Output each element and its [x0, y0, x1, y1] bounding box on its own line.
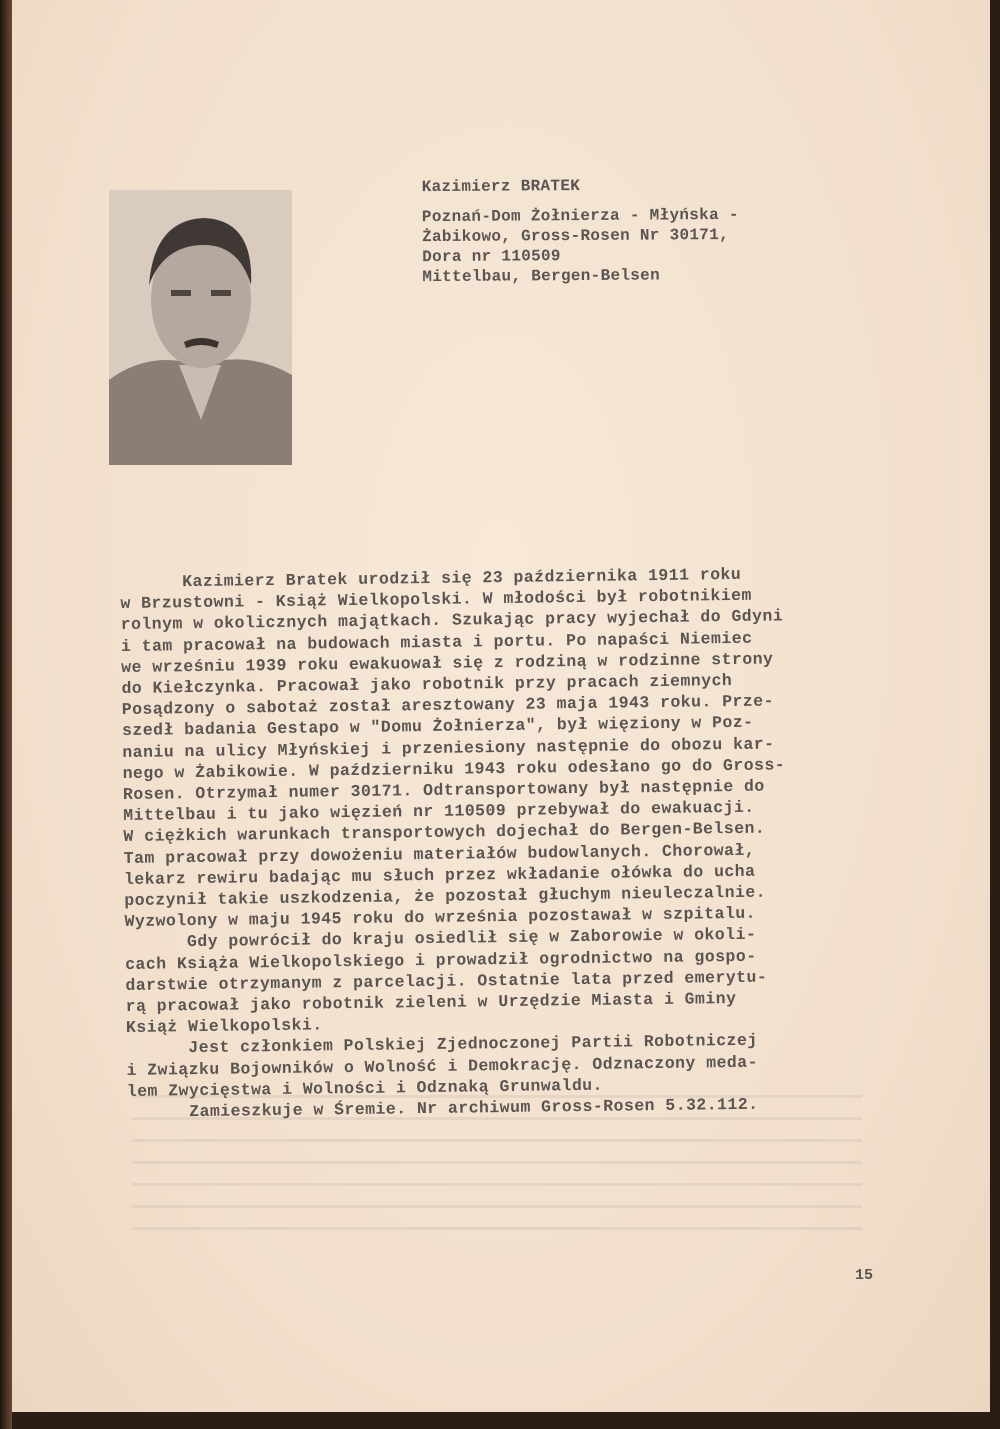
document-page [12, 0, 990, 1412]
text-line: Rosen. Otrzymał numer 30171. Odtransportowany był następnie do [122, 776, 765, 805]
text-line: Gdy powrócił do kraju osiedlił się w Zaborowie w okoli- [124, 925, 757, 953]
text-line: i Związku Bojowników o Wolność i Demokrację. Odznaczony meda- [126, 1052, 759, 1080]
header-line: Żabikowo, Gross-Rosen Nr 30171, [421, 225, 730, 247]
biography-text [120, 562, 907, 1123]
portrait-photo [109, 190, 292, 465]
text-line: naniu na ulicy Młyńskiej i przeniesiony następnie do obozu kar- [122, 734, 775, 762]
text-line: Jest członkiem Polskiej Zjednoczonej Partii Robotniczej [126, 1031, 758, 1059]
text-line: Tam pracował przy dowożeniu materiałów budowlanych. Chorował, [123, 840, 756, 868]
text-line: do Kiełczynka. Pracował jako robotnik przy pracach ziemnych [121, 671, 733, 699]
text-line: cach Książa Wielkopolskiego i prowadził ogrodnictwo na gospo- [125, 946, 757, 974]
text-line: Książ Wielkopolski. [125, 1015, 323, 1038]
text-line: rą pracował jako robotnik zieleni w Urzędzie Miasta i Gminy [125, 989, 737, 1017]
text-line: Wyzwolony w maju 1945 roku do września pozostawał w szpitalu. [124, 903, 757, 932]
text-line: we wrześniu 1939 roku ewakuował się z rodziną w rodzinne strony [121, 649, 774, 677]
header-line: Poznań-Dom Żołnierza - Młyńska - [421, 205, 739, 227]
text-line: w Brzustowni - Książ Wielkopolski. W młodości był robotnikiem [120, 585, 752, 614]
page-number: 15 [855, 1267, 874, 1284]
text-line: rolnym w okolicznych majątkach. Szukając pracy wyjechał do Gdyni [120, 606, 784, 635]
text-line: Posądzony o sabotaż został aresztowany 23 maja 1943 roku. Prze- [121, 691, 775, 720]
header-line: Mittelbau, Bergen-Belsen [422, 266, 661, 287]
person-name: Kazimierz BRATEK [421, 177, 581, 197]
bleed-through-text [132, 1095, 862, 1245]
text-line: W ciężkich warunkach transportowych dojechał do Bergen-Belsen. [123, 819, 766, 847]
portrait-image [109, 190, 292, 465]
text-line: Zamieszkuje w Śremie. Nr archiwum Gross-Rosen 5.32.112. [126, 1094, 759, 1123]
text-line: nego w Żabikowie. W październiku 1943 roku odesłano go do Gross- [122, 755, 786, 783]
text-line: i tam pracował na budowach miasta i portu. Po napaści Niemiec [120, 628, 753, 656]
text-line: darstwie otrzymanym z parcelacji. Ostatnie lata przed emerytu- [125, 967, 768, 995]
text-line: lekarz rewiru badając mu słuch przez wkładanie ołówka do ucha [123, 861, 756, 889]
text-line: poczynił takie uszkodzenia, że pozostał głuchym nieuleczalnie. [124, 882, 767, 911]
text-line: Kazimierz Bratek urodził się 23 października 1911 roku [120, 564, 742, 592]
header-line: Dora nr 110509 [422, 247, 561, 267]
book-spine-edge [0, 0, 12, 1429]
text-line: lem Zwycięstwa i Wolności i Odznaką Grunwaldu. [126, 1075, 604, 1101]
text-line: Mittelbau i tu jako więzień nr 110509 przebywał do ewakuacji. [123, 797, 755, 826]
biography-header [422, 175, 740, 287]
text-line: szedł badania Gestapo w "Domu Żołnierza", był więziony w Poz- [121, 713, 754, 741]
